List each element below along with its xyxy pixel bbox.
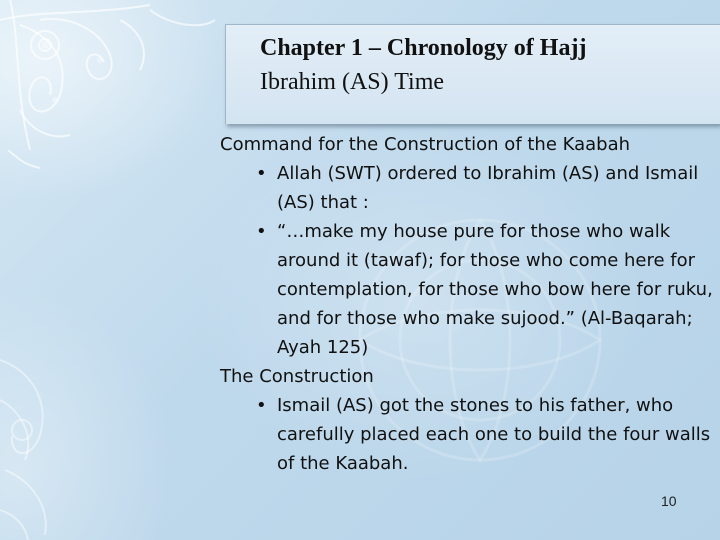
slide-subtitle: Ibrahim (AS) Time: [260, 69, 445, 95]
bullet-text: Allah (SWT) ordered to Ibrahim (AS) and Ismail (AS) that :: [277, 163, 699, 213]
section-heading-construction: The Construction: [220, 366, 374, 387]
corner-ornament-top-left: [0, 0, 220, 170]
side-ornament-left: [0, 340, 120, 540]
bullet-icon: •: [256, 395, 267, 416]
bullet-item: [256, 217, 715, 362]
title-box: [225, 24, 720, 124]
slide-body: [220, 130, 715, 478]
slide-title: Chapter 1 – Chronology of Hajj: [260, 35, 587, 61]
section-heading-command: Command for the Construction of the Kaabah: [220, 134, 631, 155]
page-number: 10: [661, 493, 677, 509]
bullet-item: [256, 391, 715, 478]
bullet-text: “…make my house pure for those who walk around it (tawaf); for those who come here for contemplation, for those who bow here for ruku, and for those who make sujood.” (Al-Baqarah; Ayah 125): [277, 221, 713, 358]
bullet-item: [256, 159, 715, 217]
bullet-text: Ismail (AS) got the stones to his father, who carefully placed each one to build the four walls of the Kaabah.: [277, 395, 711, 474]
bullet-icon: •: [256, 221, 267, 242]
bullet-icon: •: [256, 163, 267, 184]
